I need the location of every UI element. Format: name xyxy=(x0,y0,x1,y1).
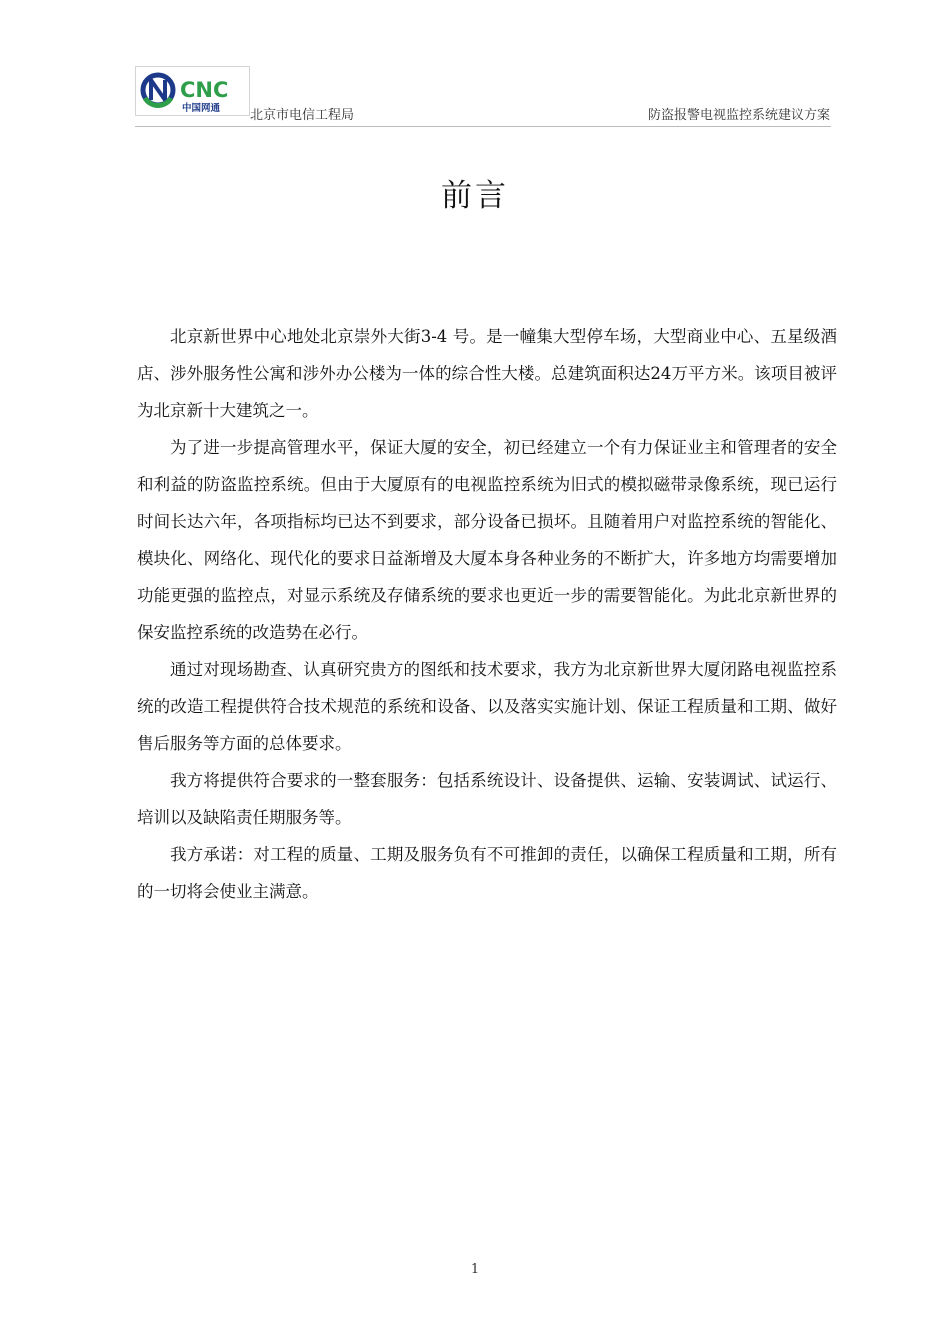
logo-text: CNC xyxy=(180,78,229,102)
header-document-title: 防盗报警电视监控系统建议方案 xyxy=(647,108,830,123)
paragraph: 为了进一步提高管理水平，保证大厦的安全，初已经建立一个有力保证业主和管理者的安全和利益的防盗监控系统。但由于大厦原有的电视监控系统为旧式的模拟磁带录像系统，现已运行时间长达六年，各项指标均已达不到要求，部分设备已损坏。且随着用户对监控系统的智能化、模块化、网络化、现代化的要求日益渐增及大厦本身各种业务的不断扩大，许多地方均需要增加功能更强的监控点，对显示系统及存储系统的要求也更近一步的需要智能化。为此北京新世界的保安监控系统的改造势在必行。 xyxy=(137,438,837,642)
paragraph: 我方将提供符合要求的一整套服务：包括系统设计、设备提供、运输、安装调试、试运行、培训以及缺陷责任期服务等。 xyxy=(137,771,837,827)
page-number: 1 xyxy=(470,1262,480,1277)
header-divider xyxy=(135,126,831,127)
logo-subtext: 中国网通 xyxy=(182,103,221,114)
body-text xyxy=(137,318,837,910)
cnc-logo xyxy=(135,66,250,116)
paragraph: 通过对现场勘查、认真研究贵方的图纸和技术要求，我方为北京新世界大厦闭路电视监控系统的改造工程提供符合技术规范的系统和设备、以及落实实施计划、保证工程质量和工期、做好售后服务等方面的总体要求。 xyxy=(137,660,837,753)
page-title: 前言 xyxy=(441,178,509,214)
header-organization: 北京市电信工程局 xyxy=(250,108,355,123)
paragraph: 我方承诺：对工程的质量、工期及服务负有不可推卸的责任，以确保工程质量和工期，所有的一切将会使业主满意。 xyxy=(137,845,837,901)
paragraph: 北京新世界中心地处北京崇外大街3-4 号。是一幢集大型停车场，大型商业中心、五星级酒店、涉外服务性公寓和涉外办公楼为一体的综合性大楼。总建筑面积达24万平方米。该项目被评为北京新十大建筑之一。 xyxy=(137,327,837,420)
